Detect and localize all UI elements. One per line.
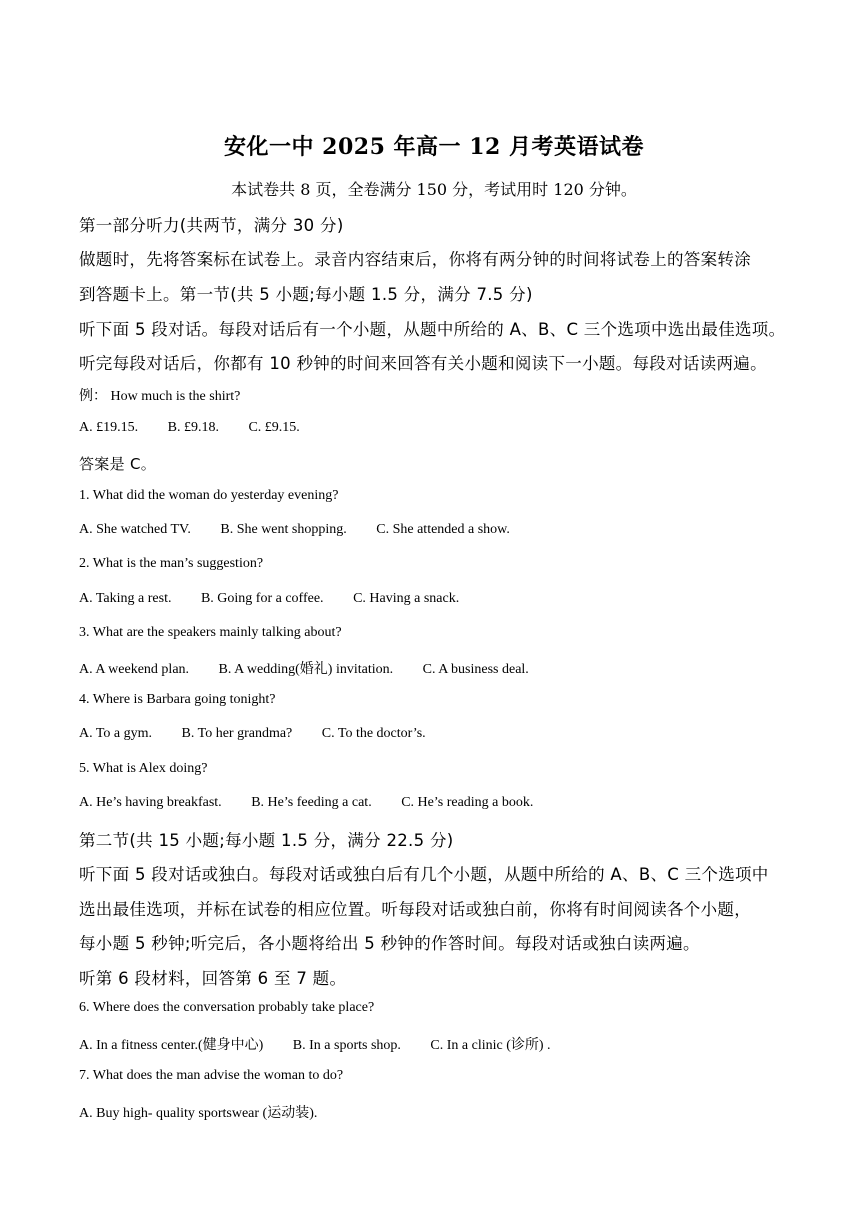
- section2-heading: 第二节(共 15 小题;每小题 1.5 分，满分 22.5 分): [79, 831, 454, 850]
- q4-option-c: C. To the doctor’s.: [321, 726, 426, 741]
- section1-instructions-line2: 听完每段对话后，你都有 10 秒钟的时间来回答有关小题和阅读下一小题。每段对话读两遍。: [79, 354, 767, 373]
- example-options: [79, 420, 799, 436]
- q3-option-b: B. A wedding(婚礼) invitation.: [218, 662, 394, 677]
- q5-option-a: A. He’s having breakfast.: [79, 795, 222, 810]
- q6-option-a: A. In a fitness center.(健身中心): [79, 1038, 264, 1053]
- q1-option-c: C. She attended a show.: [376, 522, 510, 537]
- question-3-options: [79, 658, 799, 678]
- q1-option-a: A. She watched TV.: [79, 522, 191, 537]
- q6-option-c: C. In a clinic (诊所) .: [430, 1038, 551, 1053]
- q3-option-c: C. A business deal.: [422, 662, 529, 677]
- question-2: 2. What is the man’s suggestion?: [79, 556, 264, 571]
- q3-option-a: A. A weekend plan.: [79, 662, 190, 677]
- q1-option-b: B. She went shopping.: [220, 522, 347, 537]
- example-option-b: B. £9.18.: [167, 420, 219, 435]
- exam-subtitle: 本试卷共 8 页，全卷满分 150 分，考试用时 120 分钟。: [231, 180, 637, 199]
- section2-instructions-line3: 每小题 5 秒钟;听完后，各小题将给出 5 秒钟的作答时间。每段对话或独白读两遍。: [79, 934, 700, 953]
- q7-option-a: A. Buy high- quality sportswear (运动装).: [79, 1106, 318, 1121]
- q4-option-b: B. To her grandma?: [181, 726, 293, 741]
- question-1: 1. What did the woman do yesterday evening?: [79, 488, 339, 503]
- part1-instructions-line1: 做题时，先将答案标在试卷上。录音内容结束后，你将有两分钟的时间将试卷上的答案转涂: [79, 250, 751, 269]
- q5-option-b: B. He’s feeding a cat.: [251, 795, 372, 810]
- part1-heading: 第一部分听力(共两节，满分 30 分): [79, 216, 344, 235]
- section1-instructions-line1: 听下面 5 段对话。每段对话后有一个小题，从题中所给的 A、B、C 三个选项中选出最佳选项。: [79, 320, 786, 339]
- question-3: 3. What are the speakers mainly talking about?: [79, 625, 342, 640]
- part1-instructions-line2: 到答题卡上。第一节(共 5 小题;每小题 1.5 分，满分 7.5 分): [79, 285, 533, 304]
- q5-option-c: C. He’s reading a book.: [401, 795, 534, 810]
- question-5-options: [79, 795, 799, 811]
- q6-option-b: B. In a sports shop.: [292, 1038, 401, 1053]
- q4-option-a: A. To a gym.: [79, 726, 153, 741]
- question-2-options: [79, 591, 799, 607]
- example-option-a: A. £19.15.: [79, 420, 139, 435]
- q2-option-b: B. Going for a coffee.: [200, 591, 324, 606]
- exam-title: 安化一中 2025 年高一 12 月考英语试卷: [224, 134, 644, 160]
- example-question: 例： How much is the shirt?: [79, 389, 241, 404]
- question-5: 5. What is Alex doing?: [79, 761, 208, 776]
- question-1-options: [79, 522, 799, 538]
- example-answer: 答案是 C。: [79, 455, 157, 473]
- material-6-heading: 听第 6 段材料，回答第 6 至 7 题。: [79, 969, 347, 988]
- section2-instructions-line2: 选出最佳选项，并标在试卷的相应位置。听每段对话或独白前，你将有时间阅读各个小题，: [79, 900, 751, 919]
- q2-option-a: A. Taking a rest.: [79, 591, 172, 606]
- question-6-options: [79, 1034, 799, 1054]
- question-7: 7. What does the man advise the woman to do?: [79, 1068, 344, 1083]
- question-6: 6. Where does the conversation probably take place?: [79, 1000, 375, 1015]
- question-4-options: [79, 726, 799, 742]
- example-option-c: C. £9.15.: [248, 420, 300, 435]
- section2-instructions-line1: 听下面 5 段对话或独白。每段对话或独白后有几个小题，从题中所给的 A、B、C 三个选项中: [79, 865, 769, 884]
- question-4: 4. Where is Barbara going tonight?: [79, 692, 276, 707]
- q2-option-c: C. Having a snack.: [353, 591, 460, 606]
